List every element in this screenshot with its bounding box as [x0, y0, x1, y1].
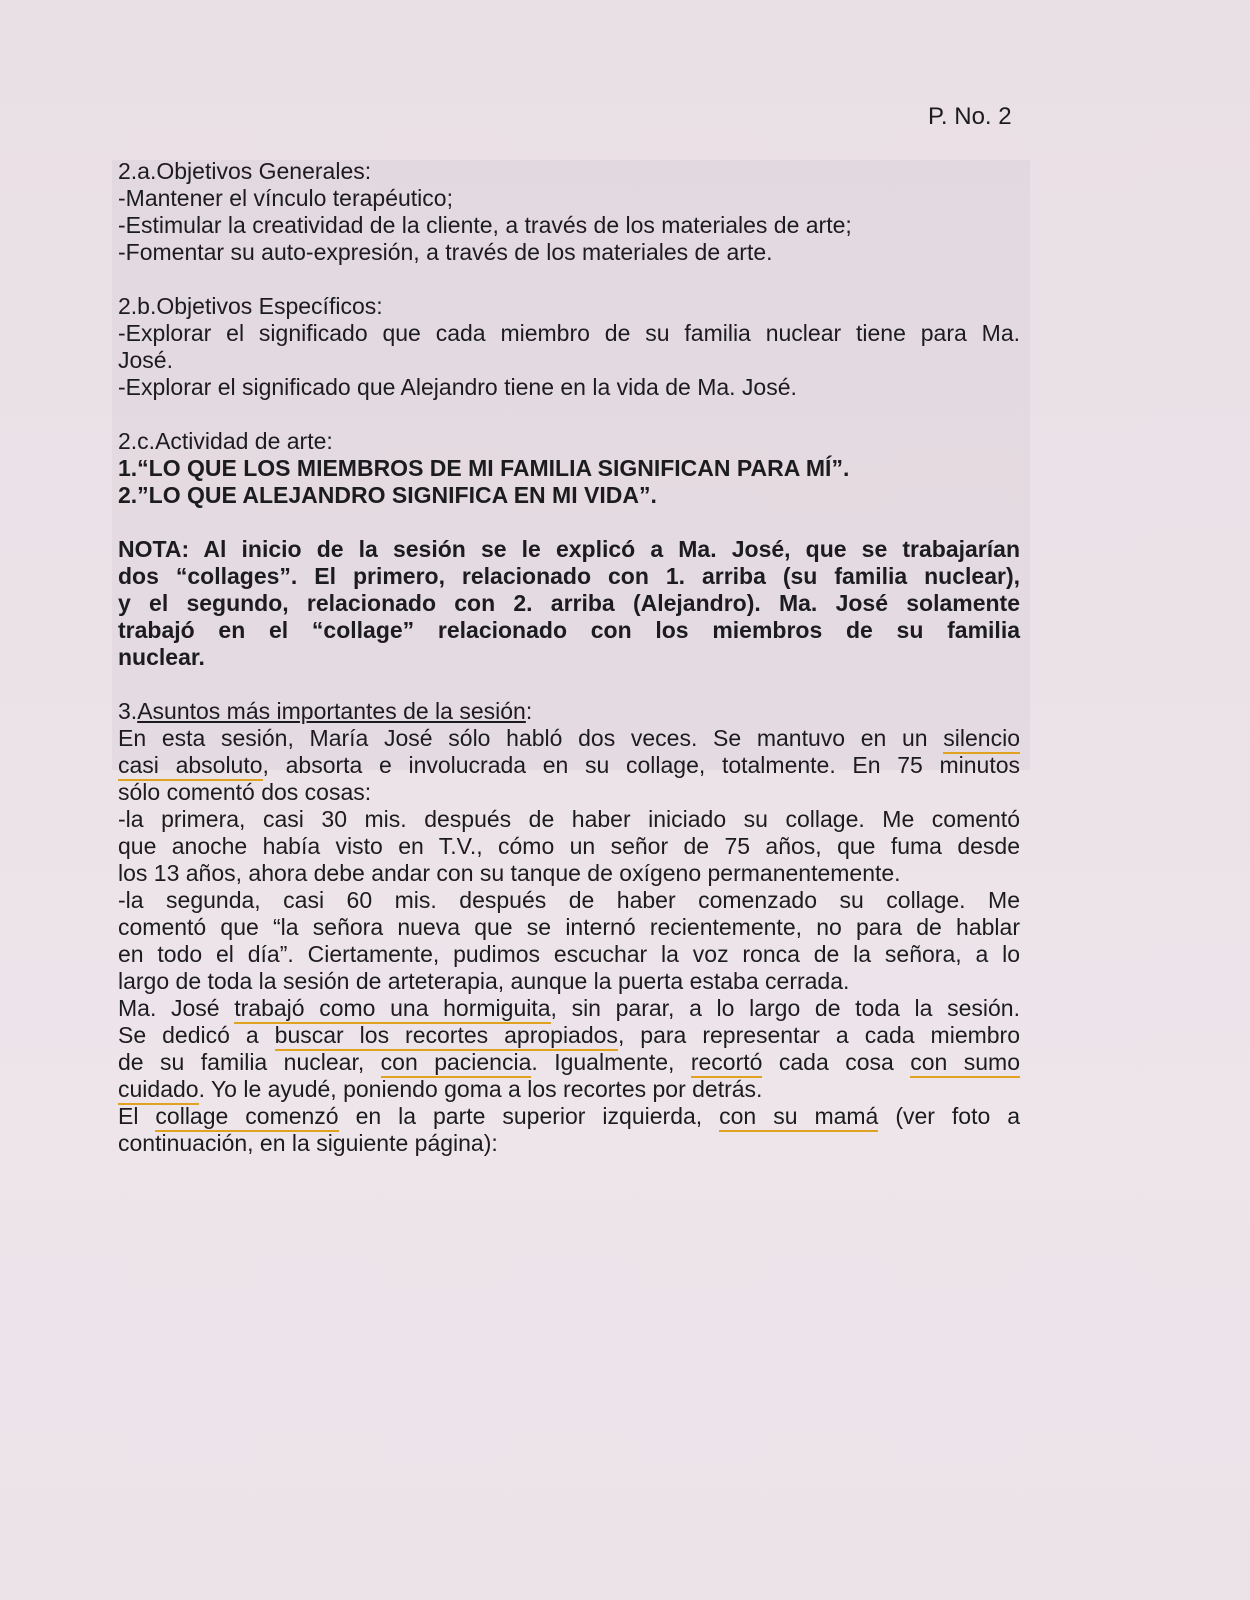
section-3-title: Asuntos más importantes de la sesión [137, 698, 526, 724]
body-line: casi absoluto, absorta e involucrada en su collage, totalmente. En 75 minutos [118, 752, 1020, 779]
body-line: El collage comenzó en la parte superior izquierda, con su mamá (ver foto a [118, 1103, 1020, 1130]
highlight-mark: cuidado [118, 1076, 199, 1105]
body-line: los 13 años, ahora debe andar con su tanque de oxígeno permanentemente. [118, 860, 901, 886]
highlight-mark: recortó [691, 1049, 763, 1078]
highlight-mark: con su mamá [719, 1103, 878, 1132]
nota-line: NOTA: Al inicio de la sesión se le explicó a Ma. José, que se trabajarían [118, 536, 1020, 562]
document-body [118, 158, 1020, 1157]
art-activity: 2.”LO QUE ALEJANDRO SIGNIFICA EN MI VIDA”. [118, 482, 657, 508]
page-number: P. No. 2 [928, 103, 1012, 130]
nota-line: trabajó en el “collage” relacionado con los miembros de su familia [118, 617, 1020, 643]
specific-objective-line: -Explorar el significado que cada miembro de su familia nuclear tiene para Ma. [118, 320, 1020, 346]
body-line: En esta sesión, María José sólo habló dos veces. Se mantuvo en un silencio [118, 725, 1020, 752]
objective-item: -Mantener el vínculo terapéutico; [118, 185, 453, 211]
body-line: -la segunda, casi 60 mis. después de haber comenzado su collage. Me [118, 887, 1020, 913]
highlight-mark: con sumo [910, 1049, 1020, 1078]
highlight-mark: con paciencia [381, 1049, 532, 1078]
highlight-mark: trabajó como una hormiguita [234, 995, 550, 1024]
body-line: continuación, en la siguiente página): [118, 1130, 498, 1156]
highlight-mark: silencio [943, 725, 1020, 754]
section-2a-heading: 2.a.Objetivos Generales: [118, 158, 372, 184]
body-line: de su familia nuclear, con paciencia. Igualmente, recortó cada cosa con sumo [118, 1049, 1020, 1076]
highlight-mark: buscar los recortes apropiados [275, 1022, 618, 1051]
body-line: Se dedicó a buscar los recortes apropiados, para representar a cada miembro [118, 1022, 1020, 1049]
body-line: -la primera, casi 30 mis. después de haber iniciado su collage. Me comentó [118, 806, 1020, 832]
body-line: en todo el día”. Ciertamente, pudimos escuchar la voz ronca de la señora, a lo [118, 941, 1020, 967]
specific-objective-item: -Explorar el significado que Alejandro tiene en la vida de Ma. José. [118, 374, 797, 400]
section-3-number: 3. [118, 698, 138, 724]
section-3-heading [118, 698, 1020, 725]
body-line: que anoche había visto en T.V., cómo un señor de 75 años, que fuma desde [118, 833, 1020, 859]
body-line: cuidado. Yo le ayudé, poniendo goma a los recortes por detrás. [118, 1076, 1020, 1103]
nota-line: dos “collages”. El primero, relacionado con 1. arriba (su familia nuclear), [118, 563, 1020, 589]
highlight-mark: casi absoluto [118, 752, 263, 781]
nota-line: y el segundo, relacionado con 2. arriba (Alejandro). Ma. José solamente [118, 590, 1020, 616]
section-2b-heading: 2.b.Objetivos Específicos: [118, 293, 383, 319]
nota-line: nuclear. [118, 644, 205, 670]
objective-item: -Fomentar su auto-expresión, a través de los materiales de arte. [118, 239, 773, 265]
objective-item: -Estimular la creatividad de la cliente, a través de los materiales de arte; [118, 212, 852, 238]
section-3-colon: : [525, 698, 533, 724]
body-line: largo de toda la sesión de arteterapia, aunque la puerta estaba cerrada. [118, 968, 850, 994]
highlight-mark: collage comenzó [155, 1103, 338, 1132]
art-activity: 1.“LO QUE LOS MIEMBROS DE MI FAMILIA SIGNIFICAN PARA MÍ”. [118, 455, 850, 481]
specific-objective-line: José. [118, 347, 173, 373]
body-line: sólo comentó dos cosas: [118, 779, 372, 805]
body-line: Ma. José trabajó como una hormiguita, sin parar, a lo largo de toda la sesión. [118, 995, 1020, 1022]
body-line: comentó que “la señora nueva que se internó recientemente, no para de hablar [118, 914, 1020, 940]
section-2c-heading: 2.c.Actividad de arte: [118, 428, 333, 454]
